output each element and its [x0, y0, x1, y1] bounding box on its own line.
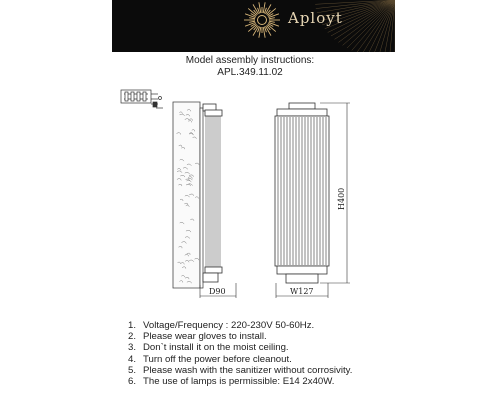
depth-label: D90	[209, 287, 226, 296]
instruction-item	[128, 331, 352, 342]
front-view	[275, 103, 350, 298]
wiring-diagram-icon	[121, 90, 163, 108]
instruction-number: 4.	[128, 353, 137, 365]
instruction-text: Don`t install it on the moist ceiling.	[143, 342, 289, 354]
instruction-text: Voltage/Frequency : 220-230V 50-60Hz.	[143, 320, 315, 331]
page-title: Model assembly instructions:	[185, 55, 315, 66]
instruction-text: Turn off the power before cleanout.	[143, 353, 292, 365]
instruction-number: 6.	[128, 376, 137, 388]
instruction-list	[128, 320, 352, 387]
side-view	[173, 102, 236, 298]
instruction-item	[128, 342, 352, 353]
model-number: APL.349.11.02	[217, 67, 283, 78]
instruction-number: 5.	[128, 364, 137, 376]
instruction-text: Please wear gloves to install.	[143, 331, 267, 343]
instruction-item	[128, 365, 352, 376]
instruction-number: 1.	[128, 320, 137, 331]
width-label: W127	[290, 287, 314, 296]
instruction-item	[128, 354, 352, 365]
instruction-text: The use of lamps is permissible: E14 2x40W.	[143, 376, 335, 388]
instruction-item	[128, 320, 352, 331]
instruction-item	[128, 376, 352, 387]
instruction-number: 2.	[128, 331, 137, 343]
instruction-number: 3.	[128, 342, 137, 354]
height-label: H400	[337, 187, 346, 210]
brand-name: Aployt	[288, 9, 343, 27]
instruction-text: Please wash with the sanitizer without corrosivity.	[143, 364, 353, 376]
